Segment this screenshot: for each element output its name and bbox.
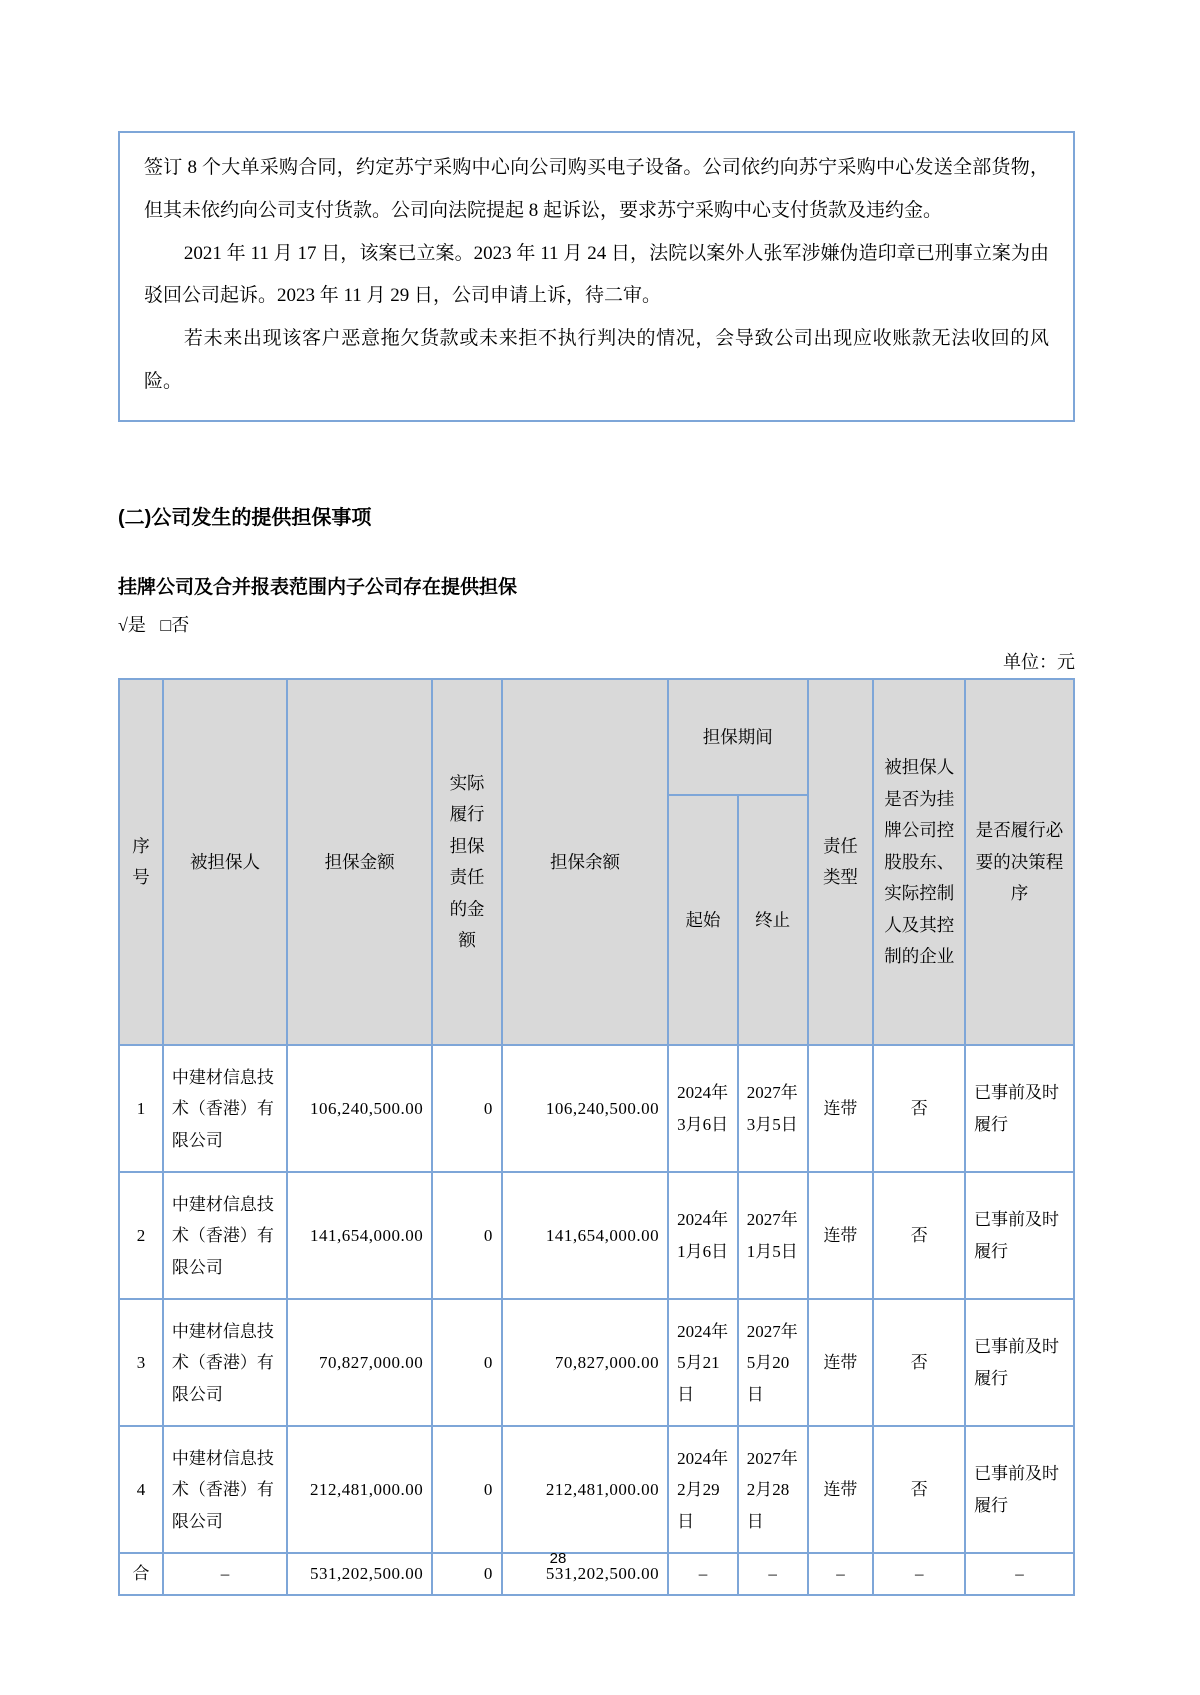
cell-related: – bbox=[873, 1553, 965, 1594]
cell-procedure: – bbox=[965, 1553, 1074, 1594]
cell-end: – bbox=[738, 1553, 808, 1594]
notice-paragraph: 2021 年 11 月 17 日，该案已立案。2023 年 11 月 24 日，法院以案外人张军涉嫌伪造印章已刑事立案为由驳回公司起诉。2023 年 11 月 29 日，公司申请上诉，待二审。 bbox=[144, 242, 1049, 307]
table-row bbox=[119, 1172, 1074, 1299]
col-header-period-end: 终止 bbox=[738, 795, 808, 1045]
option-no-unchecked: □否 bbox=[160, 614, 190, 635]
page-content bbox=[118, 0, 1075, 1596]
cell-party: 中建材信息技术（香港）有限公司 bbox=[163, 1045, 287, 1172]
cell-end: 2027年5月20日 bbox=[738, 1299, 808, 1426]
cell-actual: 0 bbox=[432, 1172, 502, 1299]
cell-balance: 212,481,000.00 bbox=[502, 1426, 668, 1553]
cell-actual: 0 bbox=[432, 1045, 502, 1172]
cell-end: 2027年3月5日 bbox=[738, 1045, 808, 1172]
cell-liability: 连带 bbox=[808, 1172, 874, 1299]
cell-party: 中建材信息技术（香港）有限公司 bbox=[163, 1299, 287, 1426]
cell-balance: 531,202,500.00 bbox=[502, 1553, 668, 1594]
cell-start: 2024年2月29日 bbox=[668, 1426, 738, 1553]
cell-liability: 连带 bbox=[808, 1299, 874, 1426]
cell-procedure: 已事前及时履行 bbox=[965, 1045, 1074, 1172]
cell-related: 否 bbox=[873, 1045, 965, 1172]
cell-amount: 141,654,000.00 bbox=[287, 1172, 432, 1299]
cell-liability: 连带 bbox=[808, 1426, 874, 1553]
page-number: 28 bbox=[549, 1550, 567, 1567]
cell-balance: 106,240,500.00 bbox=[502, 1045, 668, 1172]
col-header-period: 担保期间 bbox=[668, 679, 807, 795]
cell-party: 中建材信息技术（香港）有限公司 bbox=[163, 1426, 287, 1553]
option-yes-checked: √是 bbox=[118, 614, 146, 635]
col-header-related: 被担保人是否为挂牌公司控股股东、实际控制人及其控制的企业 bbox=[873, 679, 965, 1045]
cell-liability: – bbox=[808, 1553, 874, 1594]
cell-amount: 212,481,000.00 bbox=[287, 1426, 432, 1553]
cell-seq: 1 bbox=[119, 1045, 163, 1172]
cell-seq: 3 bbox=[119, 1299, 163, 1426]
cell-amount: 70,827,000.00 bbox=[287, 1299, 432, 1426]
col-header-party: 被担保人 bbox=[163, 679, 287, 1045]
table-row bbox=[119, 1045, 1074, 1172]
col-header-balance: 担保余额 bbox=[502, 679, 668, 1045]
cell-related: 否 bbox=[873, 1299, 965, 1426]
section-heading: (二)公司发生的提供担保事项 bbox=[118, 506, 372, 529]
cell-procedure: 已事前及时履行 bbox=[965, 1299, 1074, 1426]
cell-start: 2024年1月6日 bbox=[668, 1172, 738, 1299]
cell-seq: 4 bbox=[119, 1426, 163, 1553]
cell-seq: 合 bbox=[119, 1553, 163, 1594]
cell-liability: 连带 bbox=[808, 1045, 874, 1172]
cell-start: 2024年5月21日 bbox=[668, 1299, 738, 1426]
yes-no-options bbox=[118, 613, 1075, 638]
cell-procedure: 已事前及时履行 bbox=[965, 1426, 1074, 1553]
cell-procedure: 已事前及时履行 bbox=[965, 1172, 1074, 1299]
section-subheading: 挂牌公司及合并报表范围内子公司存在提供担保 bbox=[118, 576, 518, 598]
cell-start: 2024年3月6日 bbox=[668, 1045, 738, 1172]
litigation-notice-box bbox=[118, 131, 1075, 422]
guarantee-table bbox=[118, 678, 1075, 1595]
cell-end: 2027年2月28日 bbox=[738, 1426, 808, 1553]
cell-related: 否 bbox=[873, 1172, 965, 1299]
notice-paragraph: 签订 8 个大单采购合同，约定苏宁采购中心向公司购买电子设备。公司依约向苏宁采购中心发送全部货物，但其未依约向公司支付货款。公司向法院提起 8 起诉讼，要求苏宁采购中心支付货款及违约金。 bbox=[144, 157, 1049, 221]
col-header-seq: 序号 bbox=[119, 679, 163, 1045]
cell-end: 2027年1月5日 bbox=[738, 1172, 808, 1299]
cell-balance: 70,827,000.00 bbox=[502, 1299, 668, 1426]
cell-actual: 0 bbox=[432, 1553, 502, 1594]
cell-party: – bbox=[163, 1553, 287, 1594]
table-row bbox=[119, 1426, 1074, 1553]
col-header-amount: 担保金额 bbox=[287, 679, 432, 1045]
cell-actual: 0 bbox=[432, 1426, 502, 1553]
cell-actual: 0 bbox=[432, 1299, 502, 1426]
col-header-actual: 实际履行担保责任的金额 bbox=[432, 679, 502, 1045]
cell-balance: 141,654,000.00 bbox=[502, 1172, 668, 1299]
col-header-procedure: 是否履行必要的决策程序 bbox=[965, 679, 1074, 1045]
cell-amount: 531,202,500.00 bbox=[287, 1553, 432, 1594]
unit-label: 单位：元 bbox=[1003, 651, 1075, 672]
col-header-liability: 责任类型 bbox=[808, 679, 874, 1045]
cell-start: – bbox=[668, 1553, 738, 1594]
col-header-period-start: 起始 bbox=[668, 795, 738, 1045]
cell-seq: 2 bbox=[119, 1172, 163, 1299]
cell-amount: 106,240,500.00 bbox=[287, 1045, 432, 1172]
cell-related: 否 bbox=[873, 1426, 965, 1553]
notice-paragraph: 若未来出现该客户恶意拖欠货款或未来拒不执行判决的情况，会导致公司出现应收账款无法收回的风险。 bbox=[144, 328, 1049, 392]
cell-party: 中建材信息技术（香港）有限公司 bbox=[163, 1172, 287, 1299]
table-row bbox=[119, 1299, 1074, 1426]
